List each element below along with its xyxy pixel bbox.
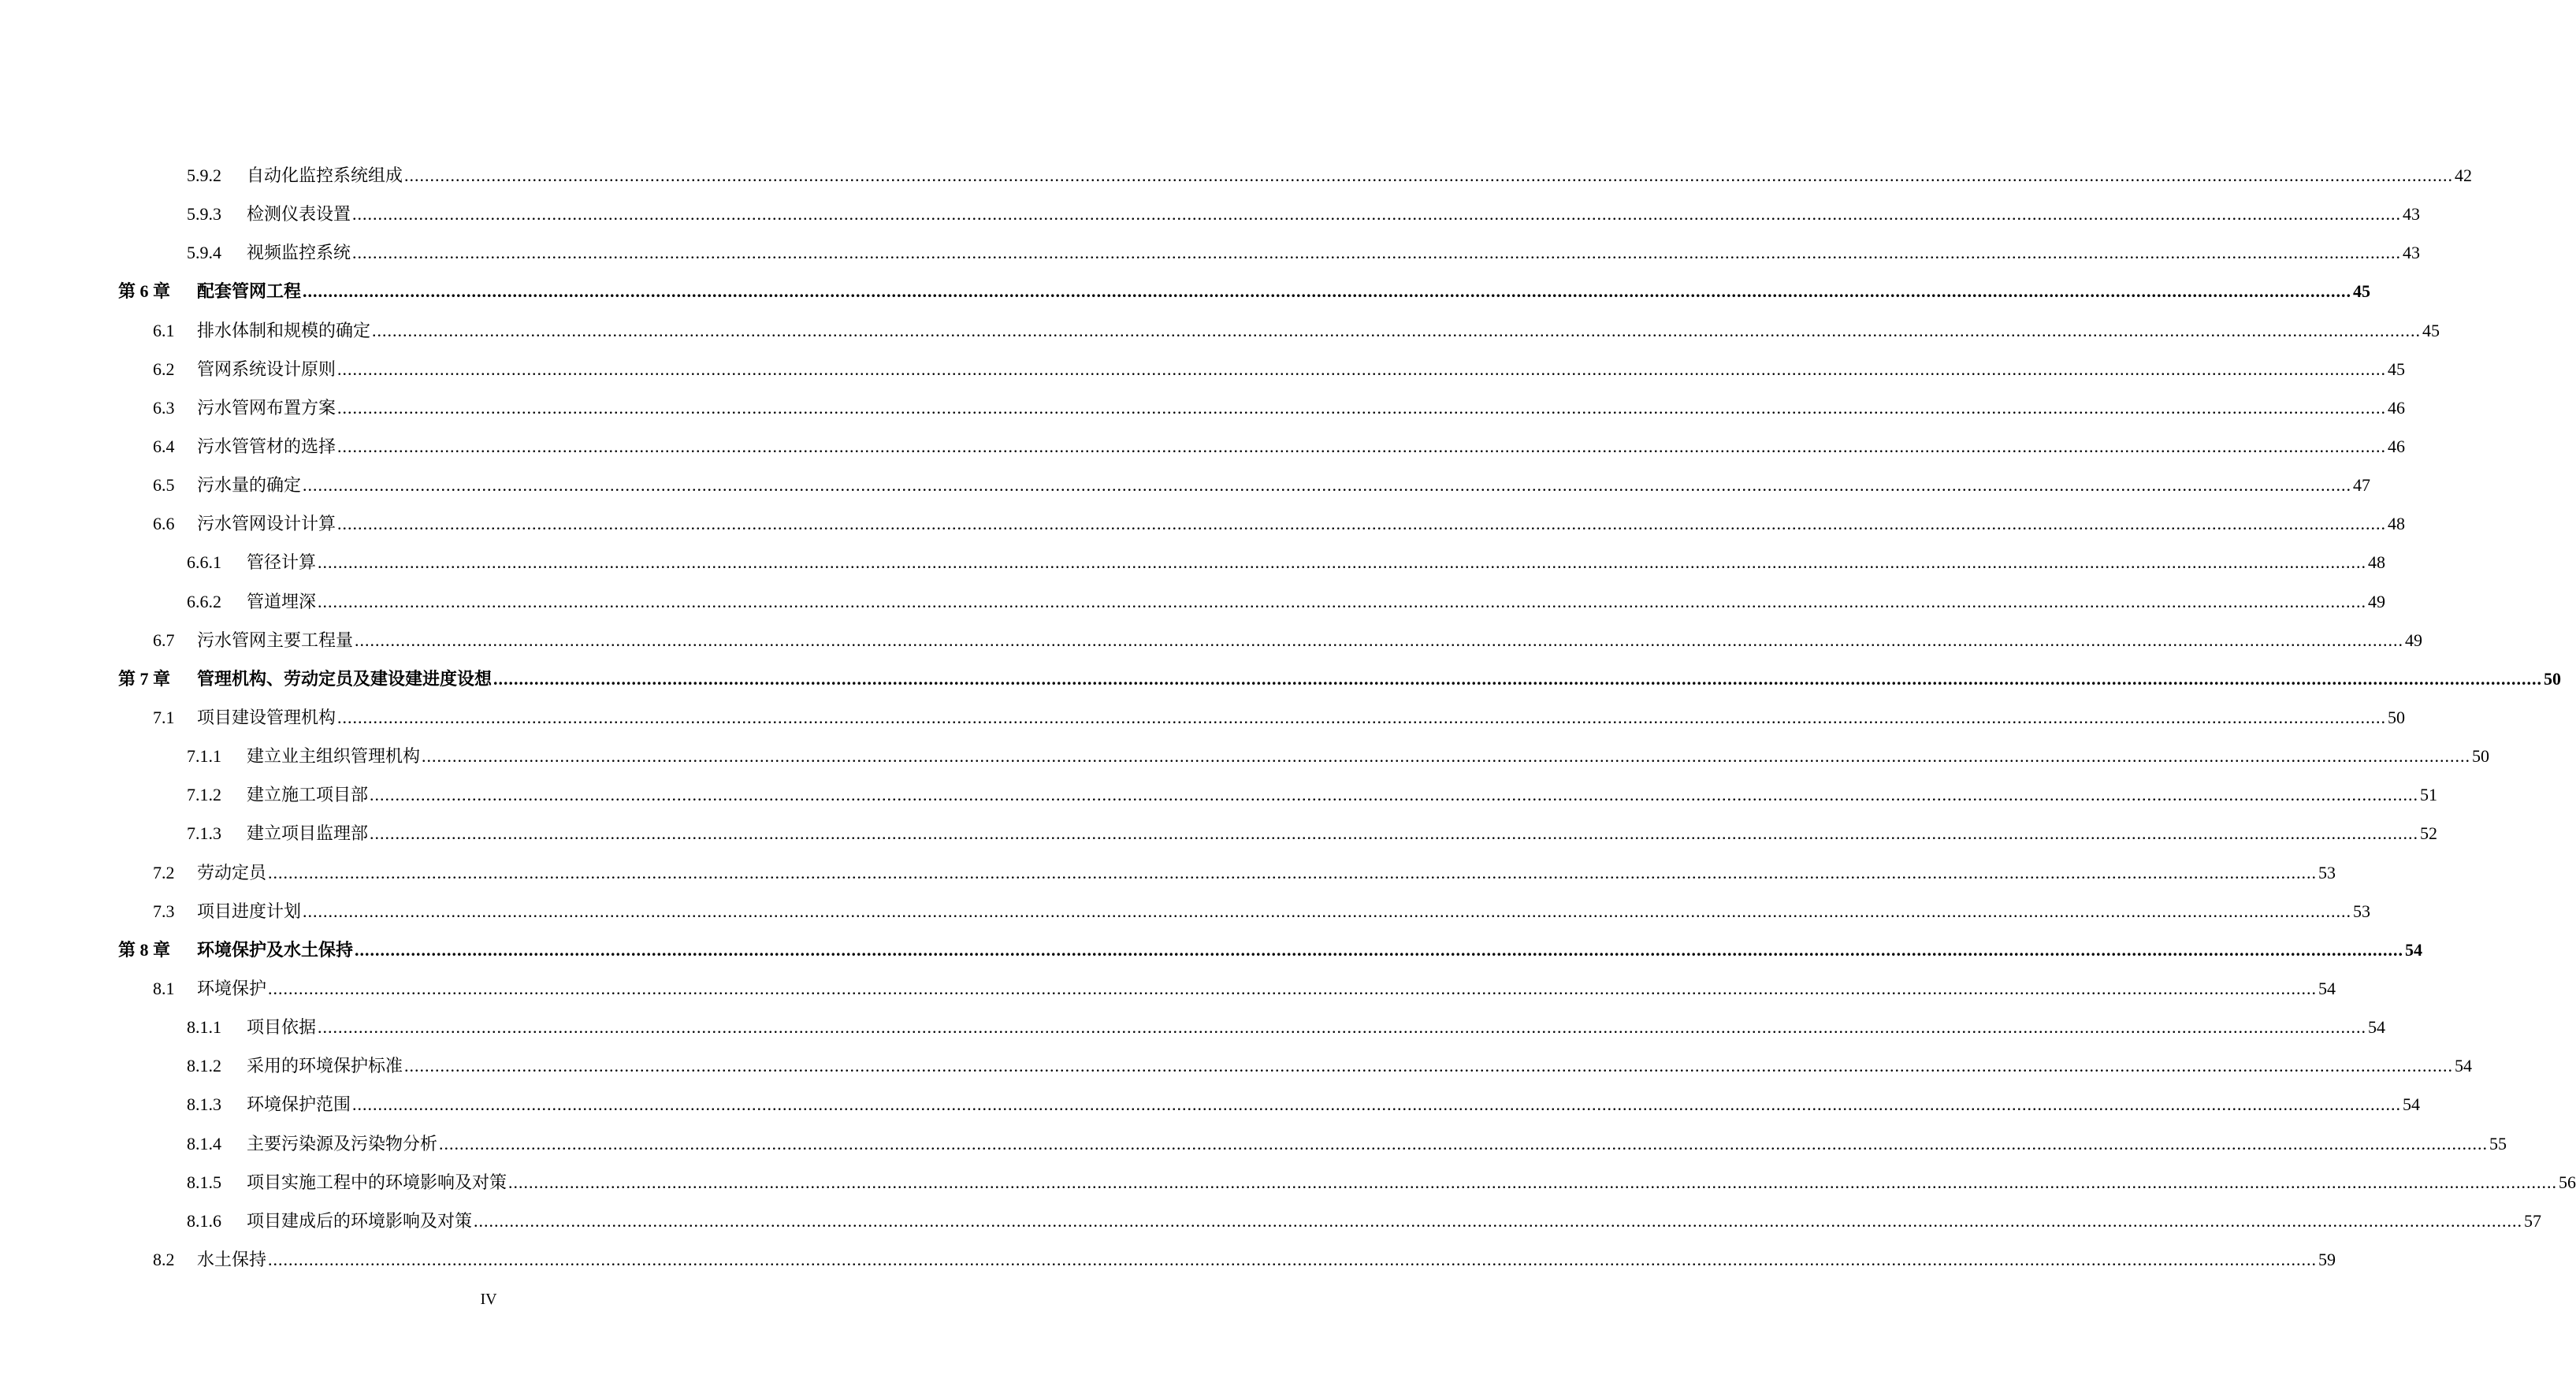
dot-leader: ................................................................................................................................................................................................................................................................................................................................................................................................................ xyxy=(303,281,2352,302)
page-ref: 46 xyxy=(2388,436,2406,456)
page-ref: 59 xyxy=(2318,1249,2336,1269)
toc-entry[interactable] xyxy=(0,1054,2473,1078)
section-number: 6.5 xyxy=(153,475,175,496)
page-ref: 50 xyxy=(2544,668,2562,689)
page-ref: 56 xyxy=(2559,1172,2576,1192)
page-ref: 54 xyxy=(2368,1017,2386,1038)
section-number: 8.2 xyxy=(153,1249,175,1269)
dot-leader: ................................................................................................................................................................................................................................................................................................................................................................................................................ xyxy=(355,939,2404,960)
page-ref: 55 xyxy=(2489,1133,2507,1154)
section-title: 项目建成后的环境影响及对策 xyxy=(247,1209,474,1233)
toc-entry[interactable] xyxy=(0,706,2406,730)
page-ref: 53 xyxy=(2318,862,2336,882)
section-number: 6.6 xyxy=(153,514,175,534)
toc-entry[interactable] xyxy=(0,1209,2542,1233)
dot-leader: ................................................................................................................................................................................................................................................................................................................................................................................................................ xyxy=(370,785,2419,805)
section-number: 8.1.5 xyxy=(187,1172,221,1192)
toc-entry[interactable] xyxy=(0,745,2490,768)
section-title: 污水管网主要工程量 xyxy=(197,629,355,652)
section-number: 第 8 章 xyxy=(118,939,171,960)
toc-entry[interactable] xyxy=(0,319,2440,343)
page-ref: 47 xyxy=(2353,475,2371,496)
section-title: 环境保护及水土保持 xyxy=(197,938,355,962)
toc-entry[interactable] xyxy=(0,1248,2336,1272)
toc-entry[interactable] xyxy=(0,396,2406,420)
section-number: 6.4 xyxy=(153,436,175,456)
section-title: 环境保护范围 xyxy=(247,1093,352,1116)
section-number: 6.1 xyxy=(153,320,175,340)
section-number: 8.1.2 xyxy=(187,1056,221,1076)
dot-leader: ................................................................................................................................................................................................................................................................................................................................................................................................................ xyxy=(352,243,2402,263)
dot-leader: ................................................................................................................................................................................................................................................................................................................................................................................................................ xyxy=(355,630,2404,650)
page-ref: 42 xyxy=(2455,165,2473,185)
dot-leader: ................................................................................................................................................................................................................................................................................................................................................................................................................ xyxy=(404,1056,2454,1076)
section-number: 6.3 xyxy=(153,397,175,418)
dot-leader: ................................................................................................................................................................................................................................................................................................................................................................................................................ xyxy=(268,862,2318,882)
section-title: 主要污染源及污染物分析 xyxy=(247,1132,439,1156)
dot-leader: ................................................................................................................................................................................................................................................................................................................................................................................................................ xyxy=(337,514,2387,534)
section-title: 建立项目监理部 xyxy=(247,822,370,845)
dot-leader: ................................................................................................................................................................................................................................................................................................................................................................................................................ xyxy=(318,1017,2367,1038)
toc-entry[interactable] xyxy=(0,474,2371,497)
toc-entry[interactable] xyxy=(0,1171,2576,1194)
dot-leader: ................................................................................................................................................................................................................................................................................................................................................................................................................ xyxy=(352,1094,2402,1115)
section-title: 环境保护 xyxy=(197,977,268,1001)
page-ref: 48 xyxy=(2388,514,2406,534)
dot-leader: ................................................................................................................................................................................................................................................................................................................................................................................................................ xyxy=(337,707,2387,727)
section-number: 8.1.4 xyxy=(187,1133,221,1154)
section-title: 项目实施工程中的环境影响及对策 xyxy=(247,1171,508,1194)
page-ref: 49 xyxy=(2405,630,2423,650)
dot-leader: ................................................................................................................................................................................................................................................................................................................................................................................................................ xyxy=(404,165,2454,185)
dot-leader: ................................................................................................................................................................................................................................................................................................................................................................................................................ xyxy=(493,668,2543,689)
section-number: 6.2 xyxy=(153,359,175,379)
section-title: 污水管网布置方案 xyxy=(197,396,337,420)
toc-entry[interactable] xyxy=(0,164,2473,188)
section-title: 项目进度计划 xyxy=(197,900,303,923)
dot-leader: ................................................................................................................................................................................................................................................................................................................................................................................................................ xyxy=(370,823,2419,844)
section-title: 建立施工项目部 xyxy=(247,783,370,807)
toc-entry[interactable] xyxy=(0,1093,2421,1116)
dot-leader: ................................................................................................................................................................................................................................................................................................................................................................................................................ xyxy=(303,475,2352,496)
page-ref: 43 xyxy=(2403,243,2421,263)
toc-entry[interactable] xyxy=(0,667,2562,691)
toc-entry[interactable] xyxy=(0,241,2421,265)
toc-entry[interactable] xyxy=(0,783,2438,807)
section-title: 项目依据 xyxy=(247,1016,318,1039)
page-ref: 54 xyxy=(2405,939,2423,960)
section-number: 第 7 章 xyxy=(118,668,171,689)
toc-entry[interactable] xyxy=(0,938,2423,962)
section-title: 管网系统设计原则 xyxy=(197,358,337,381)
page-ref: 51 xyxy=(2420,785,2438,805)
toc-entry[interactable] xyxy=(0,1016,2386,1039)
section-title: 污水量的确定 xyxy=(197,474,303,497)
section-title: 项目建设管理机构 xyxy=(197,706,337,730)
section-title: 配套管网工程 xyxy=(197,280,303,303)
dot-leader: ................................................................................................................................................................................................................................................................................................................................................................................................................ xyxy=(474,1210,2523,1231)
toc-entry[interactable] xyxy=(0,977,2336,1001)
section-number: 7.2 xyxy=(153,862,175,882)
dot-leader: ................................................................................................................................................................................................................................................................................................................................................................................................................ xyxy=(337,359,2387,379)
toc-entry[interactable] xyxy=(0,202,2421,226)
page-ref: 45 xyxy=(2353,281,2371,302)
dot-leader: ................................................................................................................................................................................................................................................................................................................................................................................................................ xyxy=(337,397,2387,418)
page-ref: 52 xyxy=(2420,823,2438,844)
page-ref: 54 xyxy=(2403,1094,2421,1115)
page-ref: 45 xyxy=(2388,359,2406,379)
dot-leader: ................................................................................................................................................................................................................................................................................................................................................................................................................ xyxy=(422,746,2471,767)
section-number: 5.9.4 xyxy=(187,243,221,263)
section-title: 污水管管材的选择 xyxy=(197,435,337,459)
page-ref: 48 xyxy=(2368,552,2386,573)
section-title: 管理机构、劳动定员及建设建进度设想 xyxy=(197,667,493,691)
section-title: 劳动定员 xyxy=(197,861,268,885)
toc-entry[interactable] xyxy=(0,551,2386,574)
page-number: IV xyxy=(480,1291,497,1308)
page-ref: 54 xyxy=(2318,978,2336,998)
page-ref: 45 xyxy=(2422,320,2440,340)
section-number: 7.3 xyxy=(153,901,175,921)
dot-leader: ................................................................................................................................................................................................................................................................................................................................................................................................................ xyxy=(508,1172,2558,1192)
toc-entry[interactable] xyxy=(0,358,2406,381)
section-title: 视频监控系统 xyxy=(247,241,352,265)
toc-entry[interactable] xyxy=(0,900,2371,923)
section-number: 6.6.1 xyxy=(187,552,221,573)
section-title: 管道埋深 xyxy=(247,590,318,614)
page-ref: 46 xyxy=(2388,397,2406,418)
toc-entry[interactable] xyxy=(0,280,2371,303)
section-number: 第 6 章 xyxy=(118,281,171,302)
page-ref: 53 xyxy=(2353,901,2371,921)
toc-entry[interactable] xyxy=(0,861,2336,885)
section-title: 建立业主组织管理机构 xyxy=(247,745,422,768)
dot-leader: ................................................................................................................................................................................................................................................................................................................................................................................................................ xyxy=(303,901,2352,921)
section-number: 8.1 xyxy=(153,978,175,998)
dot-leader: ................................................................................................................................................................................................................................................................................................................................................................................................................ xyxy=(268,1249,2318,1269)
section-number: 6.6.2 xyxy=(187,591,221,611)
section-number: 7.1.2 xyxy=(187,785,221,805)
section-number: 8.1.6 xyxy=(187,1210,221,1231)
section-title: 管径计算 xyxy=(247,551,318,574)
dot-leader: ................................................................................................................................................................................................................................................................................................................................................................................................................ xyxy=(318,552,2367,573)
dot-leader: ................................................................................................................................................................................................................................................................................................................................................................................................................ xyxy=(268,978,2318,998)
dot-leader: ................................................................................................................................................................................................................................................................................................................................................................................................................ xyxy=(337,436,2387,456)
section-title: 水土保持 xyxy=(197,1248,268,1272)
page-ref: 54 xyxy=(2455,1056,2473,1076)
page-ref: 43 xyxy=(2403,204,2421,225)
toc-entry[interactable] xyxy=(0,629,2423,652)
section-title: 自动化监控系统组成 xyxy=(247,164,404,188)
page-ref: 50 xyxy=(2388,707,2406,727)
toc-entry[interactable] xyxy=(0,822,2438,845)
toc-entry[interactable] xyxy=(0,512,2406,536)
dot-leader: ................................................................................................................................................................................................................................................................................................................................................................................................................ xyxy=(439,1133,2489,1154)
section-title: 检测仪表设置 xyxy=(247,202,352,226)
toc-entry[interactable] xyxy=(0,435,2406,459)
page-ref: 57 xyxy=(2524,1210,2542,1231)
section-number: 7.1.3 xyxy=(187,823,221,844)
page-ref: 50 xyxy=(2472,746,2490,767)
section-number: 5.9.2 xyxy=(187,165,221,185)
toc-entry[interactable] xyxy=(0,1132,2507,1156)
section-title: 污水管网设计计算 xyxy=(197,512,337,536)
section-number: 7.1.1 xyxy=(187,746,221,767)
section-number: 8.1.1 xyxy=(187,1017,221,1038)
page-ref: 49 xyxy=(2368,591,2386,611)
section-number: 5.9.3 xyxy=(187,204,221,225)
section-number: 6.7 xyxy=(153,630,175,650)
section-number: 8.1.3 xyxy=(187,1094,221,1115)
dot-leader: ................................................................................................................................................................................................................................................................................................................................................................................................................ xyxy=(372,320,2422,340)
dot-leader: ................................................................................................................................................................................................................................................................................................................................................................................................................ xyxy=(318,591,2367,611)
section-title: 采用的环境保护标准 xyxy=(247,1054,404,1078)
toc-entry[interactable] xyxy=(0,590,2386,614)
section-title: 排水体制和规模的确定 xyxy=(197,319,372,343)
section-number: 7.1 xyxy=(153,707,175,727)
dot-leader: ................................................................................................................................................................................................................................................................................................................................................................................................................ xyxy=(352,204,2402,225)
